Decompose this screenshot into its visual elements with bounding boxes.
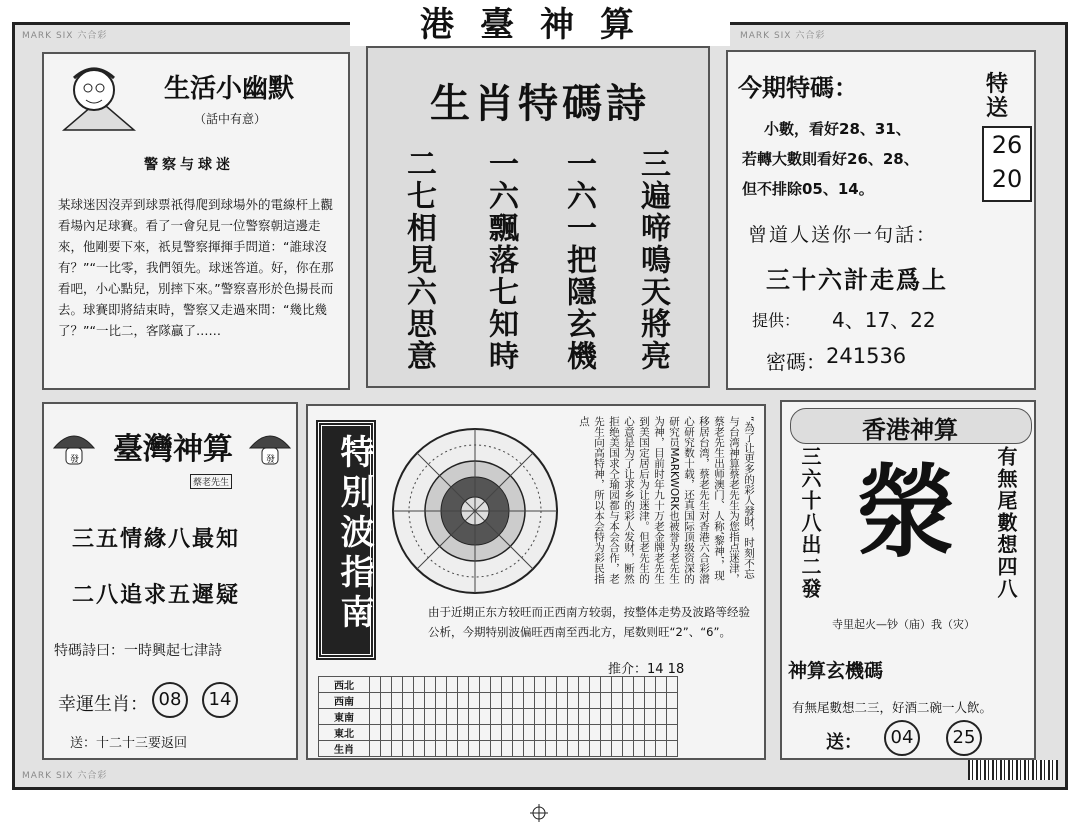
special-title: 今期特碼： — [738, 73, 858, 102]
wave-section — [306, 404, 766, 760]
hk-send-num-1: 04 — [884, 720, 920, 756]
special-line-1: 小數，看好28、31、 — [764, 120, 911, 138]
taiwan-line-1: 三五情緣八最知 — [72, 527, 241, 552]
hk-section — [780, 400, 1036, 760]
special-send-box — [982, 126, 1032, 202]
code-label: 密碼： — [766, 350, 826, 374]
hk-right-column: 有無尾數想四八 — [994, 446, 1018, 600]
story-title: 警察与球迷 — [144, 157, 234, 173]
special-line-3: 但不排除05、14。 — [742, 180, 874, 198]
wave-title-badge — [318, 422, 374, 658]
special-line-2: 若轉大數則看好26、28、 — [742, 150, 919, 168]
registration-mark — [530, 804, 548, 822]
grid-row-label: 東南 — [319, 709, 370, 725]
hk-left-column: 三六十八出二發 — [798, 446, 822, 600]
barcode — [968, 760, 1058, 780]
top-right-pattern-strip: MARK SIX 六合彩 — [740, 31, 826, 41]
taiwan-send-line: 送：十二十三要返回 — [70, 736, 188, 751]
wave-recommend: 推介：14 18 — [608, 662, 685, 677]
taiwan-line-2: 二八追求五遲疑 — [72, 583, 241, 608]
wave-title: 特別波指南 — [334, 434, 374, 634]
poem-section — [366, 46, 710, 388]
special-section — [726, 50, 1036, 390]
wave-description: 由于近期正东方较旺而正西南方较弱，按整体走势及波路等经验公析，今期特别波偏旺西南至西北方，尾数则旺“2”、“6”。 — [428, 605, 750, 639]
poem-column-2: 一六一把隱玄機 — [561, 148, 596, 372]
grid-row-label: 東北 — [319, 725, 370, 741]
hk-machine-text: 有無尾數想二三，好酒二碗一人飲。 — [792, 700, 993, 715]
wave-right-text: “為了让更多的彩人發財，时刻不忘与台湾神算蔡老先生为您指点迷津，蔡老先生出师澳门、人称‘黎神’，现移居台湾，蔡老先生对香港六合彩潜心研究数十载，还真国际顶级资深的研究员MARKWORK也被誉为老先生为神，目前时年九十万老金牌老先生到美国定居后为让迷津。但老先生的心意是为了让求乡的彩人发财，断然拒绝美国求仝瑜园都与本会合作，老先生向高特神，所以本会特为彩民指点 — [578, 416, 755, 584]
poem-column-4: 二七相見六思意 — [401, 148, 436, 372]
story-text: 某球迷因沒弄到球票祇得爬到球場外的電線杆上觀看場內足球賽。看了一會兒見一位警察朝這邊走來，他剛要下來，祇見警察揮揮手問道：“誰球沒有？”“一比零，我們領先。球迷答道。好，你在那看吧，小心點兒，別摔下來。”警察喜形於色揚長而去。球賽即將結束時，警察又走過來問：“幾比幾了？”“一比二，客隊贏了…… — [58, 197, 334, 338]
taiwan-section — [42, 402, 298, 760]
top-pattern-strip: MARK SIX 六合彩 — [22, 31, 108, 41]
poem-column-1: 三遍啼鳴天將亮 — [635, 148, 670, 372]
hk-big-character: 滎 — [856, 454, 956, 571]
humor-subtitle: （話中有意） — [194, 112, 267, 126]
lucky-label: 幸運生肖： — [58, 694, 148, 715]
compass-dial — [390, 426, 560, 596]
code-value: 241536 — [826, 344, 907, 368]
humor-section — [42, 52, 350, 390]
taiwan-badge-left: 發 — [70, 455, 80, 465]
lucky-num-2: 14 — [202, 682, 238, 718]
grid-row-label: 生肖 — [319, 741, 370, 757]
page-title: 港臺神算 — [350, 4, 730, 46]
wave-grid — [318, 676, 678, 757]
hk-title: 香港神算 — [862, 415, 958, 444]
poem-column-3: 一六飄落七知時 — [483, 148, 518, 372]
taiwan-author: 蔡老先生 — [190, 474, 232, 489]
hk-send-label: 送： — [826, 732, 862, 753]
hk-machine-title: 神算玄機碼 — [788, 660, 884, 682]
bottom-pattern-strip: MARK SIX 六合彩 — [22, 771, 108, 781]
hk-hint: 寺里起火—钞（庙）我（灾） — [832, 618, 975, 631]
provide-numbers: 4、17、22 — [832, 308, 936, 332]
grid-row-label: 西北 — [319, 677, 370, 693]
taiwan-poem-line: 特碼詩曰：一時興起七津詩 — [54, 643, 222, 659]
special-send-label: 特送 — [986, 71, 1009, 121]
lucky-num-1: 08 — [152, 682, 188, 718]
saying-text: 三十六計走爲上 — [766, 265, 948, 294]
taiwan-title: 臺灣神算 — [113, 432, 233, 467]
special-send-num-1: 26 — [991, 131, 1023, 159]
taiwan-badge-right: 發 — [266, 455, 276, 465]
provide-label: 提供： — [752, 311, 801, 330]
hk-send-num-2: 25 — [946, 720, 982, 756]
cartoon-figure — [54, 60, 144, 140]
special-send-num-2: 20 — [991, 165, 1023, 193]
grid-row-label: 西南 — [319, 693, 370, 709]
saying-intro: 曾道人送你一句話： — [748, 224, 938, 246]
humor-title: 生活小幽默 — [164, 74, 295, 104]
poem-title: 生肖特碼詩 — [430, 80, 650, 127]
